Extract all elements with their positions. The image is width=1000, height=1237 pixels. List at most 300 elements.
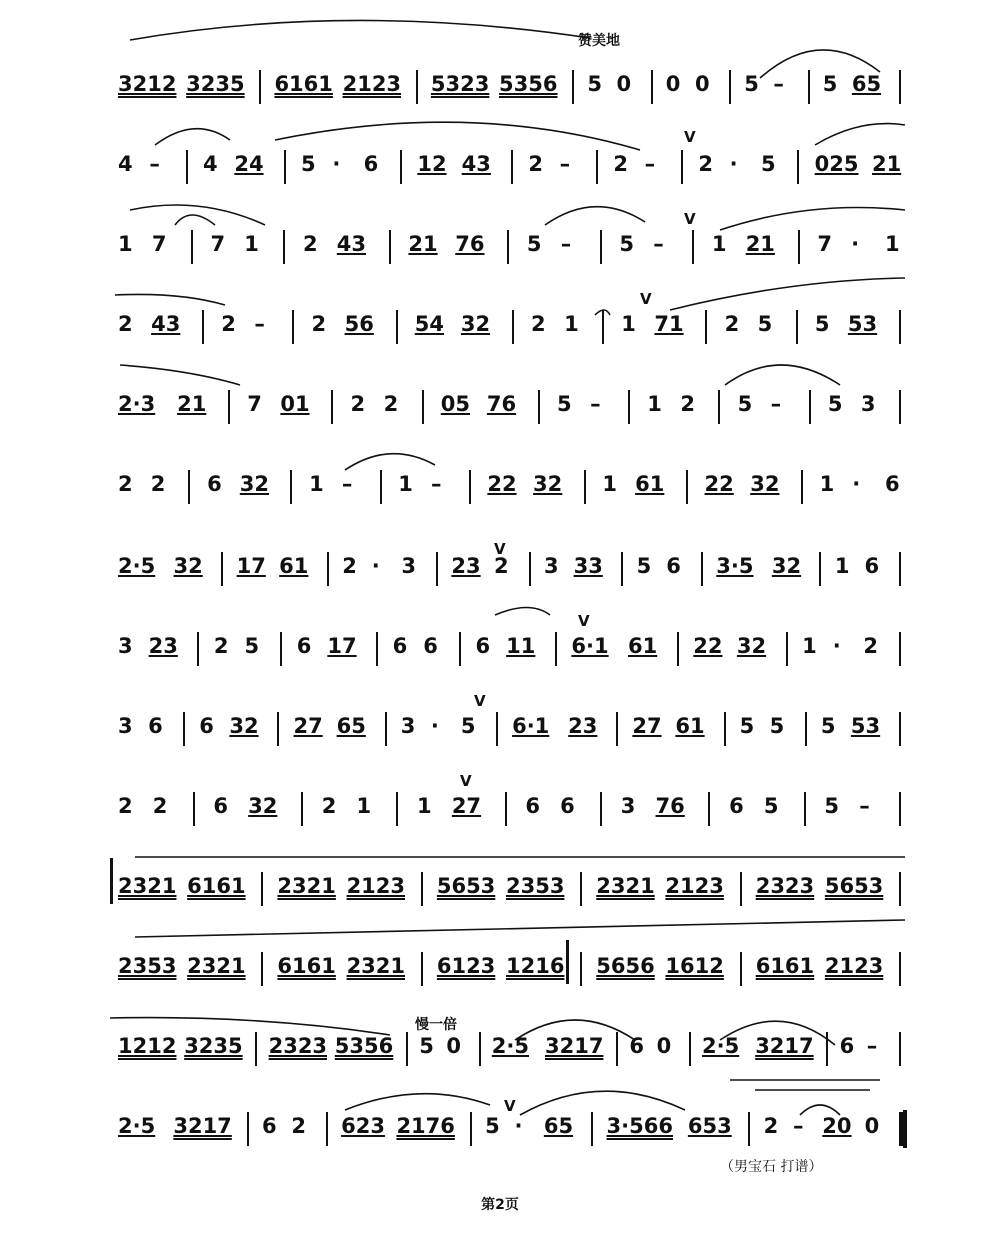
note-group: 2323 [268,1034,328,1058]
note-group: – [559,152,571,176]
barline [228,390,230,424]
note-group: – [866,1034,878,1058]
barline [496,712,498,746]
barline [681,150,683,184]
score-row [0,232,1000,272]
barline [292,310,294,344]
barline [327,552,329,586]
note-group: 56 [344,312,374,336]
note-group: 2 [118,794,133,818]
barline [600,792,602,826]
score-row [0,1034,1000,1074]
note-group: 5 [526,232,542,256]
note-group: 2321 [118,874,177,898]
note-group: · [832,634,841,658]
note-group: 5 [460,714,476,738]
barline [385,712,387,746]
barline [511,150,513,184]
note-group: 76 [655,794,685,818]
note-group: 0 [665,72,681,96]
note-group: 32 [750,472,780,496]
barline [796,310,798,344]
barline [899,310,901,344]
note-group: 623 [341,1114,385,1138]
note-group: 3 [118,634,133,658]
barline [628,390,630,424]
note-group: 2 [493,554,509,578]
note-group: 1 [398,472,413,496]
barline [651,70,653,104]
note-group: 6 [560,794,575,818]
note-group: 2123 [346,874,406,898]
note-group: 61 [279,554,309,578]
breath-mark: V [578,612,590,630]
note-group: 5 [587,72,602,96]
note-group: 5 [761,152,776,176]
note-group: 1 [621,312,636,336]
note-group: 3 [860,392,876,416]
barline [602,310,604,344]
barline [689,1032,691,1066]
barline [786,632,788,666]
barline [580,872,582,906]
note-group: 5 [824,794,840,818]
double-barline [899,1112,903,1146]
note-group: 3217 [545,1034,604,1058]
note-group: 2 [680,392,696,416]
barline [261,952,263,986]
note-group: 5 [822,72,838,96]
score-row [0,1114,1000,1154]
note-group: 21 [408,232,438,256]
barline [724,712,726,746]
barline [459,632,461,666]
barline [621,552,623,586]
barline [202,310,204,344]
note-group: 32 [736,634,767,658]
note-group: 6 [729,794,744,818]
barline [396,792,398,826]
note-group: 4 [118,152,133,176]
note-group: 6161 [187,874,246,898]
breath-mark: V [684,210,696,228]
note-group: 1 [602,472,618,496]
note-group: 6123 [436,954,496,978]
note-group: 6·1 [571,634,609,658]
note-group: 6161 [277,954,336,978]
note-group: 71 [654,312,684,336]
note-group: 2123 [665,874,724,898]
note-group: 5 [827,392,843,416]
barline [507,230,509,264]
note-group: 3 [544,554,559,578]
score-row [0,794,1000,834]
note-group: 5356 [334,1034,394,1058]
barline [805,712,807,746]
barline [538,390,540,424]
note-group: 2123 [342,72,402,96]
note-group: 6 [213,794,228,818]
note-group: 6161 [274,72,333,96]
barline [247,1112,249,1146]
barline [596,150,598,184]
note-group: – [254,312,265,336]
note-group: 2 [213,634,229,658]
note-group: 2353 [118,954,177,978]
barline [469,470,471,504]
barline [470,1112,472,1146]
note-group: 2 [291,1114,307,1138]
note-group: 5656 [596,954,655,978]
barline [572,70,574,104]
note-group: 65 [851,72,882,96]
note-group: 2·5 [118,554,156,578]
note-group: 3 [401,554,416,578]
note-group: 1 [244,232,259,256]
note-group: 1 [834,554,850,578]
barline [708,792,710,826]
note-group: 0 [656,1034,672,1058]
note-group: – [430,472,442,496]
note-group: 12 [417,152,447,176]
note-group: 24 [234,152,264,176]
note-group: – [341,472,353,496]
barline [616,712,618,746]
score-row [0,392,1000,432]
barline [826,1032,828,1066]
note-group: 43 [151,312,181,336]
note-group: 6 [629,1034,645,1058]
note-group: 2321 [346,954,406,978]
note-group: 27 [293,714,323,738]
barline [301,792,303,826]
barline [376,632,378,666]
note-group: 2 [311,312,327,336]
note-group: 653 [687,1114,732,1138]
barline [259,70,261,104]
note-group: 2 [724,312,740,336]
barline [396,310,398,344]
note-group: 6·1 [512,714,550,738]
barline [801,470,803,504]
note-group: · [430,714,439,738]
barline [280,632,282,666]
score-row [0,634,1000,674]
barline [740,952,742,986]
barline [191,230,193,264]
barline [899,70,901,104]
note-group: 6 [392,634,408,658]
barline [406,1032,408,1066]
barline [389,230,391,264]
barline [740,872,742,906]
note-group: 3235 [184,1034,243,1058]
note-group: 27 [451,794,482,818]
barline [193,792,195,826]
barline [221,552,223,586]
barline [899,872,901,906]
barline [380,470,382,504]
barline [505,792,507,826]
note-group: 61 [675,714,705,738]
barline [899,1032,901,1066]
note-group: · [729,152,738,176]
note-group: 6 [525,794,541,818]
barline [261,872,263,906]
note-group: – [770,392,782,416]
note-group: 2 [863,634,878,658]
note-group: 3 [400,714,416,738]
barline [591,1112,593,1146]
note-group: 32 [173,554,203,578]
note-group: 5 [757,312,773,336]
note-group: 22 [693,634,723,658]
note-group: – [644,152,656,176]
note-group: 76 [455,232,485,256]
note-group: 1 [309,472,324,496]
note-group: 6161 [755,954,815,978]
note-group: 21 [872,152,902,176]
note-group: 2176 [396,1114,455,1138]
note-group: 6 [864,554,880,578]
note-group: 22 [704,472,734,496]
note-group: 6 [475,634,491,658]
note-group: 5323 [430,72,490,96]
note-group: 2 [150,472,166,496]
note-group: 3235 [186,72,245,96]
barline [692,230,694,264]
barline [416,70,418,104]
note-group: 5 [419,1034,434,1058]
note-group: 6 [363,152,379,176]
note-group: – [590,392,601,416]
barline [899,632,901,666]
note-group: – [792,1114,804,1138]
note-group: 1612 [665,954,724,978]
tempo-marking: 慢一倍 [415,1017,457,1033]
note-group: 6 [666,554,681,578]
note-group: 5 [744,72,759,96]
barline [512,310,514,344]
note-group: · [332,152,341,176]
note-group: 6 [148,714,163,738]
note-group: 5 [820,714,836,738]
barline [400,150,402,184]
note-group: 1 [819,472,835,496]
score-row [0,874,1000,914]
note-group: 4 [203,152,218,176]
note-group: 3217 [173,1114,232,1138]
note-group: 2323 [755,874,815,898]
note-group: 0 [694,72,710,96]
note-group: 43 [461,152,491,176]
score-row [0,472,1000,512]
note-group: 5653 [824,874,884,898]
breath-mark: V [494,540,506,558]
barline [686,470,688,504]
note-group: 2·5 [491,1034,529,1058]
note-group: 0 [864,1114,880,1138]
note-group: 7 [151,232,167,256]
transcriber-credit: （男宝石 打谱） [720,1159,823,1175]
note-group: 32 [771,554,802,578]
note-group: 6 [199,714,214,738]
barline [283,230,285,264]
note-group: 6 [839,1034,855,1058]
note-group: 5 [814,312,830,336]
note-group: 20 [822,1114,852,1138]
note-group: 1 [118,232,133,256]
note-group: 21 [745,232,775,256]
barline [584,470,586,504]
barline [436,552,438,586]
note-group: 1 [356,794,372,818]
note-group: 17 [236,554,266,578]
note-group: 01 [280,392,310,416]
note-group: 23 [451,554,481,578]
barline [899,390,901,424]
note-group: · [851,232,860,256]
page-number: 第2页 [481,1197,519,1213]
score-row [0,554,1000,594]
barline [705,310,707,344]
barline [284,150,286,184]
note-group: 5 [763,794,779,818]
note-group: 6 [423,634,438,658]
note-group: 3 [620,794,636,818]
note-group: 2 [221,312,236,336]
score-row [0,312,1000,352]
note-group: 5 [244,634,260,658]
note-group: 21 [177,392,207,416]
note-group: 1 [802,634,817,658]
breath-mark: V [474,692,486,710]
note-group: 6 [296,634,312,658]
note-group: 43 [336,232,367,256]
note-group: 1216 [506,954,565,978]
note-group: 2 [152,794,168,818]
breath-mark: V [460,772,472,790]
barline [186,150,188,184]
note-group: · [852,472,861,496]
barline [899,792,901,826]
barline [899,952,901,986]
barline [183,712,185,746]
note-group: 2 [302,232,318,256]
note-group: 53 [847,312,878,336]
barline [798,230,800,264]
note-group: 22 [487,472,517,496]
note-group: 5 [739,714,755,738]
note-group: 76 [486,392,517,416]
note-group: 65 [543,1114,574,1138]
note-group: 6 [262,1114,277,1138]
barline [677,632,679,666]
note-group: 32 [229,714,259,738]
note-group: 7 [817,232,832,256]
note-group: – [149,152,160,176]
note-group: 2 [528,152,543,176]
note-group: 32 [248,794,278,818]
note-group: 3 [118,714,133,738]
note-group: 27 [632,714,662,738]
barline [701,552,703,586]
note-group: 1 [417,794,432,818]
barline [422,390,424,424]
barline [290,470,292,504]
note-group: 05 [440,392,471,416]
barline [804,792,806,826]
note-group: 6 [885,472,900,496]
note-group: 2321 [277,874,336,898]
barline [529,552,531,586]
note-group: 5 [636,554,652,578]
note-group: 1 [564,312,579,336]
note-group: 5356 [499,72,558,96]
note-group: 3·566 [606,1114,673,1138]
note-group: 5 [769,714,785,738]
barline [797,150,799,184]
note-group: 53 [850,714,881,738]
note-group: 2 [698,152,713,176]
barline [326,1112,328,1146]
note-group: 0 [616,72,632,96]
note-group: · [514,1114,523,1138]
note-group: 32 [239,472,270,496]
note-group: 2 [350,392,366,416]
note-group: 5 [485,1114,500,1138]
note-group: 2 [383,392,399,416]
barline [600,230,602,264]
note-group: 5 [619,232,635,256]
barline [899,712,901,746]
note-group: – [773,72,784,96]
note-group: 1212 [118,1034,177,1058]
barline [277,712,279,746]
barline [188,470,190,504]
note-group: 1 [885,232,900,256]
barline [197,632,199,666]
note-group: 3212 [118,72,177,96]
barline [809,390,811,424]
note-group: – [653,232,664,256]
note-group: 1 [647,392,662,416]
barline [255,1032,257,1066]
barline [421,952,423,986]
note-group: 23 [568,714,598,738]
note-group: 5 [737,392,753,416]
note-group: 025 [814,152,859,176]
note-group: 2321 [596,874,655,898]
note-group: · [371,554,380,578]
score-row [0,954,1000,994]
note-group: 11 [506,634,536,658]
barline [819,552,821,586]
note-group: 61 [635,472,665,496]
score-row [0,152,1000,192]
note-group: 2·5 [702,1034,740,1058]
barline [748,1112,750,1146]
note-group: 2353 [506,874,565,898]
barline [555,632,557,666]
note-group: 54 [414,312,445,336]
barline [729,70,731,104]
note-group: 5 [301,152,316,176]
note-group: – [560,232,572,256]
breath-mark: V [684,128,696,146]
note-group: 2·5 [118,1114,156,1138]
barline [479,1032,481,1066]
